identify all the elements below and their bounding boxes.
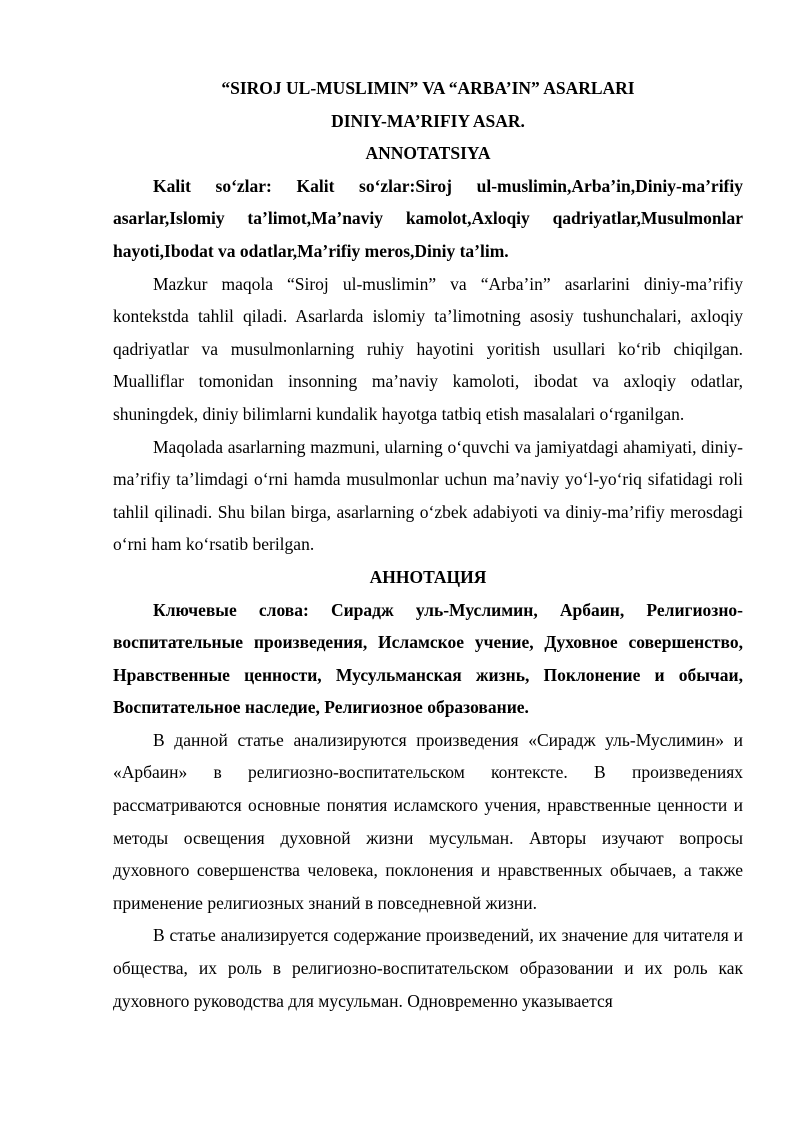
uz-keywords: Kalit so‘zlar: Kalit so‘zlar:Siroj ul-muslimin,Arba’in,Diniy-ma’rifiy asarlar,Islomiy ta’limot,Ma’naviy kamolot,Axloqiy qadriyatlar,Musulmonlar hayoti,Ibodat va odatlar,Ma’rifiy meros,Diniy ta’lim. (113, 175, 743, 261)
ru-paragraph-1: В данной статье анализируются произведения «Сирадж уль-Муслимин» и «Арбаин» в религиозно-воспитательском контексте. В произведениях рассматриваются основные понятия исламского учения, нравственные ценности и методы освещения духовной жизни мусульман. Авторы изучают вопросы духовного совершенства человека, поклонения и нравственных обычаев, а также применение религиозных знаний в повседневной жизни. (113, 729, 743, 913)
uz-annotation-heading: ANNOTATSIYA (365, 143, 491, 164)
ru-annotation-heading: АННОТАЦИЯ (369, 566, 487, 587)
document-title-line2: DINIY-MA’RIFIY ASAR. (331, 110, 525, 131)
document-title-line1: “SIROJ UL-MUSLIMIN” VA “ARBA’IN” ASARLARI (221, 78, 635, 98)
document-page (113, 72, 743, 1017)
ru-keywords: Ключевые слова: Сирадж уль-Муслимин, Арбаин, Религиозно-воспитательные произведения, Исламское учение, Духовное совершенство, Нравственные ценности, Мусульманская жизнь, Поклонение и обычаи, Воспитательное наследие, Религиозное образование. (113, 599, 743, 718)
ru-paragraph-2: В статье анализируется содержание произведений, их значение для читателя и общества, их роль в религиозно-воспитательском образовании и их роль как духовного руководства для мусульман. Одновременно указывается (113, 925, 743, 1011)
uz-paragraph-1: Mazkur maqola “Siroj ul-muslimin” va “Arba’in” asarlarini diniy-ma’rifiy kontekstda tahlil qiladi. Asarlarda islomiy ta’limotning asosiy tushunchalari, axloqiy qadriyatlar va musulmonlarning ruhiy hayotini yoritish usullari ko‘rib chiqilgan. Mualliflar tomonidan insonning ma’naviy kamoloti, ibodat va axloqiy odatlar, shuningdek, diniy bilimlarni kundalik hayotga tatbiq etish masalalari o‘rganilgan. (113, 273, 743, 424)
uz-paragraph-2: Maqolada asarlarning mazmuni, ularning o‘quvchi va jamiyatdagi ahamiyati, diniy-ma’rifiy ta’limdagi o‘rni hamda musulmonlar uchun ma’naviy yo‘l-yo‘riq sifatidagi roli tahlil qilinadi. Shu bilan birga, asarlarning o‘zbek adabiyoti va diniy-ma’rifiy merosdagi o‘rni ham ko‘rsatib berilgan. (113, 436, 743, 555)
